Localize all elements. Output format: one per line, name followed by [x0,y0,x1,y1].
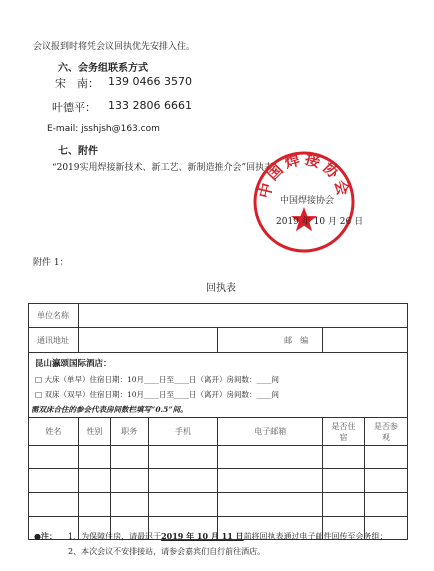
col-name: 姓名 [29,418,79,446]
col-phone: 手机 [148,418,218,446]
address-label: 通讯地址 [29,328,79,353]
room-option-twin[interactable]: □ 双床（双早）住宿日期：10月____日至____日（离开）房间数：____间 [35,390,280,399]
receipt-form [28,303,408,540]
contact-phone-1: 139 0466 3570 [108,75,192,88]
note-line-1 [68,531,388,542]
share-note: 需双床合住的参会代表房间数栏填写“0.5”间。 [31,405,188,414]
table-row[interactable] [29,446,408,469]
contact-name-1: 宋 南： [55,77,99,90]
address-field[interactable] [78,328,218,353]
contact-email: E-mail: jsshjsh@163.com [47,124,160,134]
contact-phone-2: 133 2806 6661 [108,99,192,112]
postcode-label: 邮 编 [218,328,323,353]
form-title: 回执表 [206,283,236,294]
col-visit: 是否参观 [365,418,408,446]
header-row [29,418,408,446]
signature-date: 2019 年 10 月 26 日 [276,217,364,227]
contacts-heading: 六、会务组联系方式 [58,63,148,74]
note-line-2: 2、本次会议不安排接站，请参会嘉宾们自行前往酒店。 [68,547,266,556]
note-line-1-suffix: 前将回执表通过电子邮件回传至会务组； [243,532,388,541]
notes-label: ●注： [34,531,57,541]
top-note: 会议报到时将凭会议回执优先安排入住。 [33,42,196,52]
room-option-single[interactable]: □ 大床（单早）住宿日期：10月____日至____日（离开）房间数：____间 [35,375,280,384]
col-gender: 性别 [78,418,110,446]
unit-field[interactable] [78,304,407,328]
contact-name-2: 叶德平： [52,101,96,114]
attachment-label: 附件 1： [33,258,69,268]
signature-org: 中国焊接协会 [280,196,335,206]
table-row[interactable] [29,469,408,493]
col-title: 职务 [110,418,148,446]
table-row[interactable] [29,493,408,517]
postcode-field[interactable] [323,328,408,353]
unit-label: 单位名称 [29,304,79,328]
col-email: 电子邮箱 [218,418,323,446]
col-lodging: 是否住宿 [323,418,365,446]
hotel-name: 昆山瀛颂国际酒店： [35,359,112,369]
seal-text: 中国焊接协会 [255,150,353,201]
attachment-item: “2019实用焊接新技术、新工艺、新制造推介会”回执表。 [52,163,283,173]
note-line-1-prefix: 1、为保障住房，请最迟于 [68,532,162,541]
attachments-heading: 七、附件 [58,146,98,157]
note-deadline-date: 2019 年 10 月 11 日 [161,531,244,541]
